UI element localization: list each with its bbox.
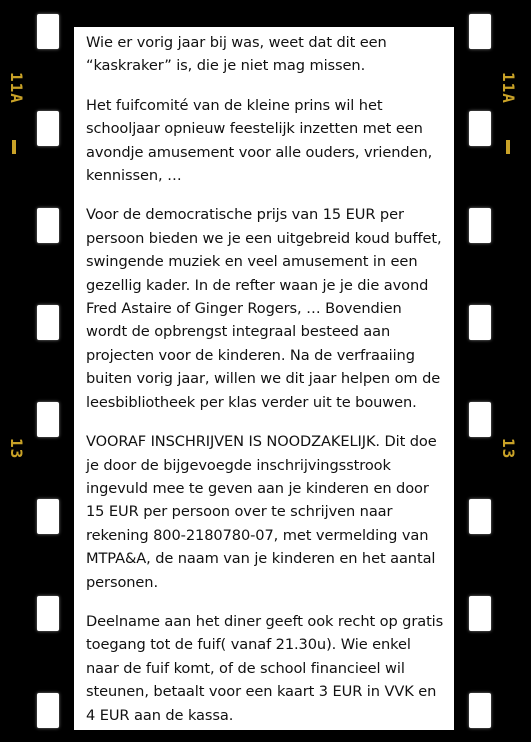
edge-marking-top-left: 11A bbox=[7, 72, 26, 104]
paragraph-price-buffet: Voor de democratische prijs van 15 EUR per persoon bieden we je een uitgebreid koud buffet, swingende muziek en veel amusement in een gezellig kader. In de refter waan je je die avond Fred Astaire of Ginger Rogers, … Bovendien wordt de opbrengst integraal besteed aan projecten voor de kinderen. Na de verfraaiing buiten vorig jaar, willen we dit jaar helpen om de leesbibliotheek per klas verder uit te bouwen. bbox=[86, 206, 442, 411]
sprocket-hole bbox=[469, 14, 491, 49]
sprocket-hole bbox=[469, 208, 491, 243]
edge-marking-middle-right: 13 bbox=[499, 438, 518, 460]
sprocket-hole bbox=[37, 499, 59, 534]
sprocket-hole bbox=[469, 305, 491, 340]
edge-marking-bar bbox=[12, 140, 16, 154]
sprocket-hole bbox=[37, 305, 59, 340]
sprocket-hole bbox=[37, 111, 59, 146]
invitation-text-frame bbox=[74, 27, 454, 730]
paragraph-committee: Het fuifcomité van de kleine prins wil het schooljaar opnieuw feestelijk inzetten met een avondje amusement voor alle ouders, vrienden, kennissen, … bbox=[86, 96, 433, 185]
sprocket-hole bbox=[37, 402, 59, 437]
sprocket-hole bbox=[469, 111, 491, 146]
sprocket-hole bbox=[37, 596, 59, 631]
paragraph-party-tickets: Deelname aan het diner geeft ook recht op gratis toegang tot de fuif( vanaf 21.30u). Wie enkel naar de fuif komt, of de school financieel wil steunen, betaalt voor een kaart 3 EUR in VVK en 4 EUR aan de kassa. bbox=[86, 612, 444, 724]
sprocket-hole bbox=[37, 14, 59, 49]
paragraph-intro: Wie er vorig jaar bij was, weet dat dit een “kaskraker” is, die je niet mag missen. bbox=[86, 34, 387, 75]
sprocket-hole bbox=[469, 499, 491, 534]
paragraph-registration: VOORAF INSCHRIJVEN IS NOODZAKELIJK. Dit doe je door de bijgevoegde inschrijvingsstrook ingevuld mee te geven aan je kinderen en door 15 EUR per persoon over te schrijven naar rekening 800-2180780-07, met vermelding van MTPA&A, de naam van je kinderen en het aantal personen. bbox=[86, 433, 437, 591]
edge-marking-top-right: 11A bbox=[499, 72, 518, 104]
sprocket-hole bbox=[469, 402, 491, 437]
sprocket-hole bbox=[469, 693, 491, 728]
edge-marking-middle-left: 13 bbox=[7, 438, 26, 460]
sprocket-hole bbox=[469, 596, 491, 631]
sprocket-hole bbox=[37, 693, 59, 728]
sprocket-hole bbox=[37, 208, 59, 243]
edge-marking-bar bbox=[506, 140, 510, 154]
